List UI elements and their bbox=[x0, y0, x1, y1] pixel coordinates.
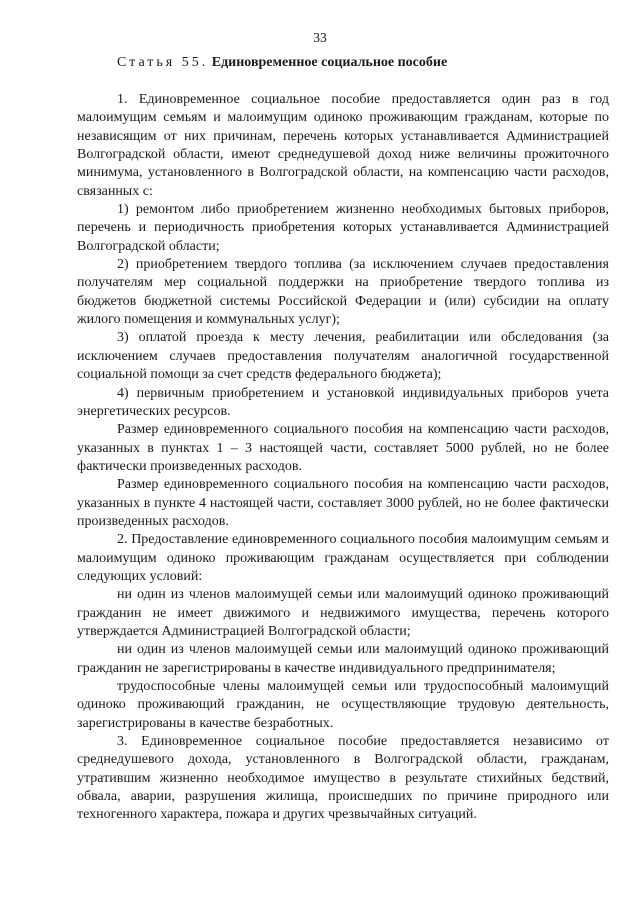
paragraph-item-4: 4) первичным приобретением и установкой индивидуальных приборов учета энергетических ресурсов. bbox=[77, 385, 609, 419]
paragraph-amount-3000: Размер единовременного социального пособия на компенсацию части расходов, указанных в пункте 4 настоящей части, составляет 3000 рублей, но не более фактически произведенных расходов. bbox=[77, 477, 609, 529]
paragraph-condition-2: ни один из членов малоимущей семьи или малоимущий одиноко проживающий гражданин не зарегистрированы в качестве индивидуального предпринимателя; bbox=[77, 642, 609, 676]
article-heading bbox=[117, 55, 447, 71]
page-number: 33 bbox=[313, 30, 327, 45]
paragraph-condition-3: трудоспособные члены малоимущей семьи или трудоспособный малоимущий одиноко проживающий гражданин, не осуществляющие трудовую деятельность, зарегистрированы в качестве безработных. bbox=[77, 679, 609, 731]
paragraph-item-3: 3) оплатой проезда к месту лечения, реабилитации или обследования (за исключением случаев предоставления получателям аналогичной государственной социальной помощи за счет средств федерального бюджета); bbox=[77, 330, 609, 383]
paragraph-amount-5000: Размер единовременного социального пособия на компенсацию части расходов, указанных в пунктах 1 – 3 настоящей части, составляет 5000 рублей, но не более фактически произведенных расходов. bbox=[77, 422, 609, 474]
paragraph-part-1: 1. Единовременное социальное пособие предоставляется один раз в год малоимущим семьям и малоимущим одиноко проживающим гражданам, которые по независящим от них причинам, перечень которых устанавливается Администрацией Волгоградской области, имеют среднедушевой доход ниже величины прожиточного минимума, установленного в Волгоградской области, на компенсацию части расходов, связанных с: bbox=[77, 92, 609, 199]
article-title: Единовременное социальное пособие bbox=[211, 55, 448, 70]
paragraph-condition-1: ни один из членов малоимущей семьи или малоимущий одиноко проживающий гражданин не имеет движимого и недвижимого имущества, перечень которого утверждается Администрацией Волгоградской области; bbox=[77, 587, 609, 639]
paragraph-part-2: 2. Предоставление единовременного социального пособия малоимущим семьям и малоимущим одиноко проживающим гражданам осуществляется при соблюдении следующих условий: bbox=[77, 532, 609, 584]
article-label: Статья 55. bbox=[117, 55, 209, 70]
paragraph-part-3: 3. Единовременное социальное пособие предоставляется независимо от среднедушевого дохода, установленного в Волгоградской области, гражданам, утратившим жизненно необходимое имущество в результате стихийных бедствий, обвала, аварии, разрушения жилища, происшедших по причине природного или техногенного характера, пожара и других чрезвычайных ситуаций. bbox=[77, 734, 609, 823]
paragraph-item-1: 1) ремонтом либо приобретением жизненно необходимых бытовых приборов, перечень и периодичность приобретения которых устанавливается Администрацией Волгоградской области; bbox=[77, 202, 609, 254]
article-body bbox=[77, 91, 609, 825]
paragraph-item-2: 2) приобретением твердого топлива (за исключением случаев предоставления получателям мер социальной поддержки на приобретение твердого топлива из бюджетов бюджетной системы Российской Федерации и (или) субсидии на оплату жилого помещения и коммунальных услуг); bbox=[77, 257, 609, 328]
